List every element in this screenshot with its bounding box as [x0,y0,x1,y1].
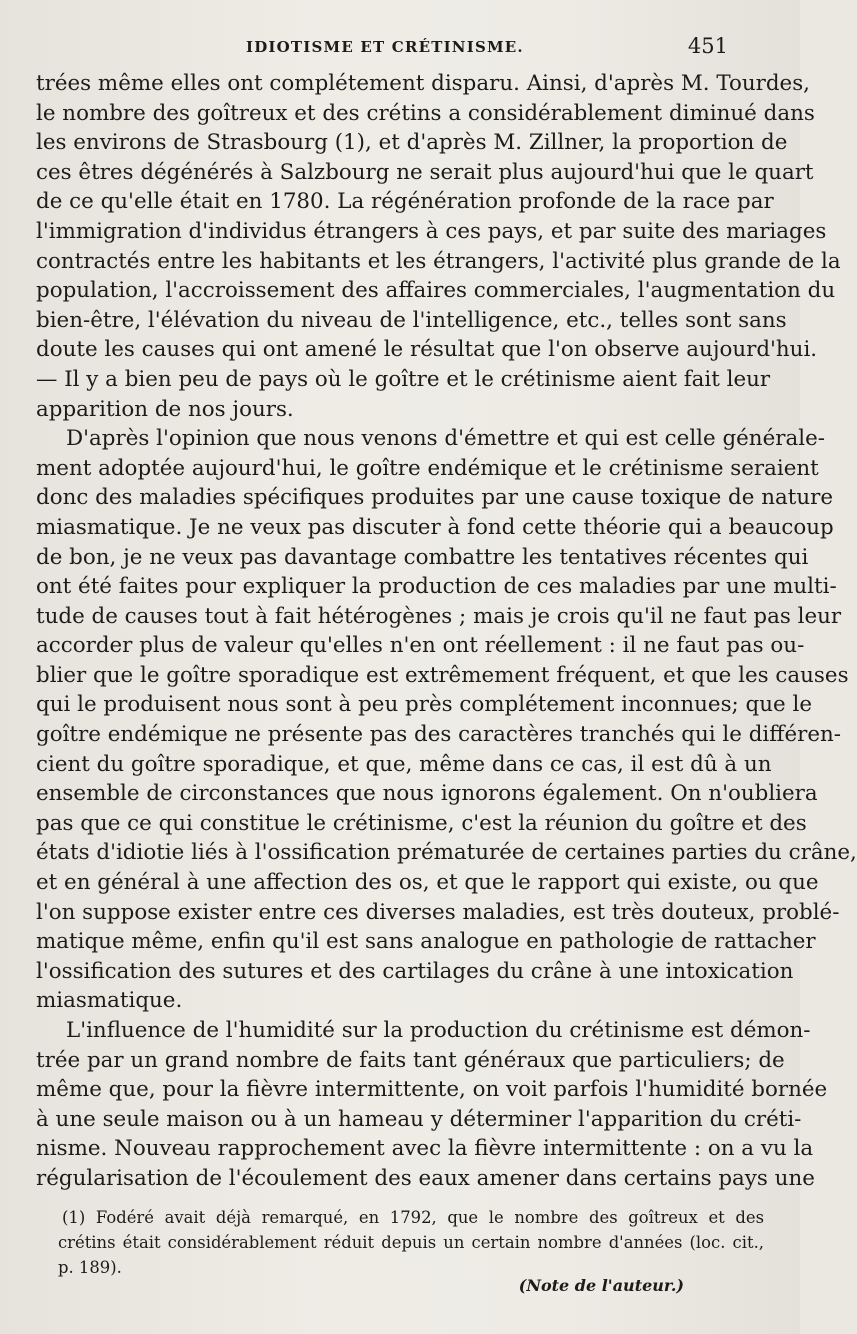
footnote [58,1205,764,1280]
text-line: trées même elles ont complétement disparu. Ainsi, d'après M. Tourdes, [36,71,810,96]
text-line: l'ossification des sutures et des cartilages du crâne à une intoxication [36,958,794,984]
text-line: trée par un grand nombre de faits tant généraux que particuliers; de [36,1047,785,1073]
text-line: l'immigration d'individus étrangers à ces pays, et par suite des mariages [36,218,827,244]
text-line: ensemble de circonstances que nous ignorons également. On n'oubliera [36,781,818,807]
text-line: accorder plus de valeur qu'elles n'en ont réellement : il ne faut pas ou- [36,633,805,659]
text-line: cient du goître sporadique, et que, même dans ce cas, il est dû à un [36,751,772,777]
footnote-line: crétins était considérablement réduit depuis un certain nombre d'années (loc. cit., [58,1233,764,1252]
text-line: de ce qu'elle était en 1780. La régénération profonde de la race par [36,189,774,215]
page-number: 451 [687,34,728,58]
text-line: goître endémique ne présente pas des caractères tranchés qui le différen- [36,722,842,748]
text-line: apparition de nos jours. [36,396,294,422]
text-line: ont été faites pour expliquer la production de ces maladies par une multi- [36,574,837,600]
body-text [36,69,857,1194]
text-line: miasmatique. Je ne veux pas discuter à fond cette théorie qui a beaucoup [36,514,834,540]
text-line: états d'idiotie liés à l'ossification prématurée de certaines parties du crâne, [36,840,857,866]
text-line: population, l'accroissement des affaires commerciales, l'augmentation du [36,278,836,304]
text-line: tude de causes tout à fait hétérogènes ; mais je crois qu'il ne faut pas leur [36,603,842,629]
text-line: à une seule maison ou à un hameau y déterminer l'apparition du créti- [36,1106,802,1132]
text-line: — Il y a bien peu de pays où le goître et le crétinisme aient fait leur [36,366,771,392]
text-line: ment adoptée aujourd'hui, le goître endémique et le crétinisme seraient [36,455,819,481]
text-line: miasmatique. [36,988,183,1014]
text-line: régularisation de l'écoulement des eaux amener dans certains pays une [36,1165,815,1191]
text-line: le nombre des goîtreux et des crétins a considérablement diminué dans [36,100,815,126]
text-line: matique même, enfin qu'il est sans analogue en pathologie de rattacher [36,929,816,955]
text-line: bien-être, l'élévation du niveau de l'intelligence, etc., telles sont sans [36,307,787,333]
text-line: nisme. Nouveau rapprochement avec la fièvre intermittente : on a vu la [36,1136,814,1162]
text-line: pas que ce qui constitue le crétinisme, c'est la réunion du goître et des [36,810,807,836]
page-header [36,30,736,64]
text-line: les environs de Strasbourg (1), et d'après M. Zillner, la proportion de [36,130,788,156]
text-line: et en général à une affection des os, et que le rapport qui existe, ou que [36,870,819,896]
paragraph-start-line: L'influence de l'humidité sur la production du crétinisme est démon- [66,1018,811,1043]
text-line: blier que le goître sporadique est extrêmement fréquent, et que les causes [36,662,849,688]
footnote-line: p. 189). [58,1258,122,1277]
text-line: contractés entre les habitants et les étrangers, l'activité plus grande de la [36,248,841,274]
text-line: doute les causes qui ont amené le résultat que l'on observe aujourd'hui. [36,337,818,363]
running-title: IDIOTISME ET CRÉTINISME. [246,38,524,56]
footnote-line: (1) Fodéré avait déjà remarqué, en 1792, que le nombre des goîtreux et des [62,1208,764,1227]
footnote-attribution: (Note de l'auteur.) [518,1276,684,1295]
paragraph-start-line: D'après l'opinion que nous venons d'émettre et qui est celle générale- [66,426,825,452]
text-line: qui le produisent nous sont à peu près complétement inconnues; que le [36,692,812,718]
text-line: l'on suppose exister entre ces diverses maladies, est très douteux, problé- [36,899,840,925]
text-line: ces êtres dégénérés à Salzbourg ne serait plus aujourd'hui que le quart [36,159,814,185]
text-line: donc des maladies spécifiques produites par une cause toxique de nature [36,485,833,511]
text-line: de bon, je ne veux pas davantage combattre les tentatives récentes qui [36,544,809,570]
text-line: même que, pour la fièvre intermittente, on voit parfois l'humidité bornée [36,1077,828,1103]
